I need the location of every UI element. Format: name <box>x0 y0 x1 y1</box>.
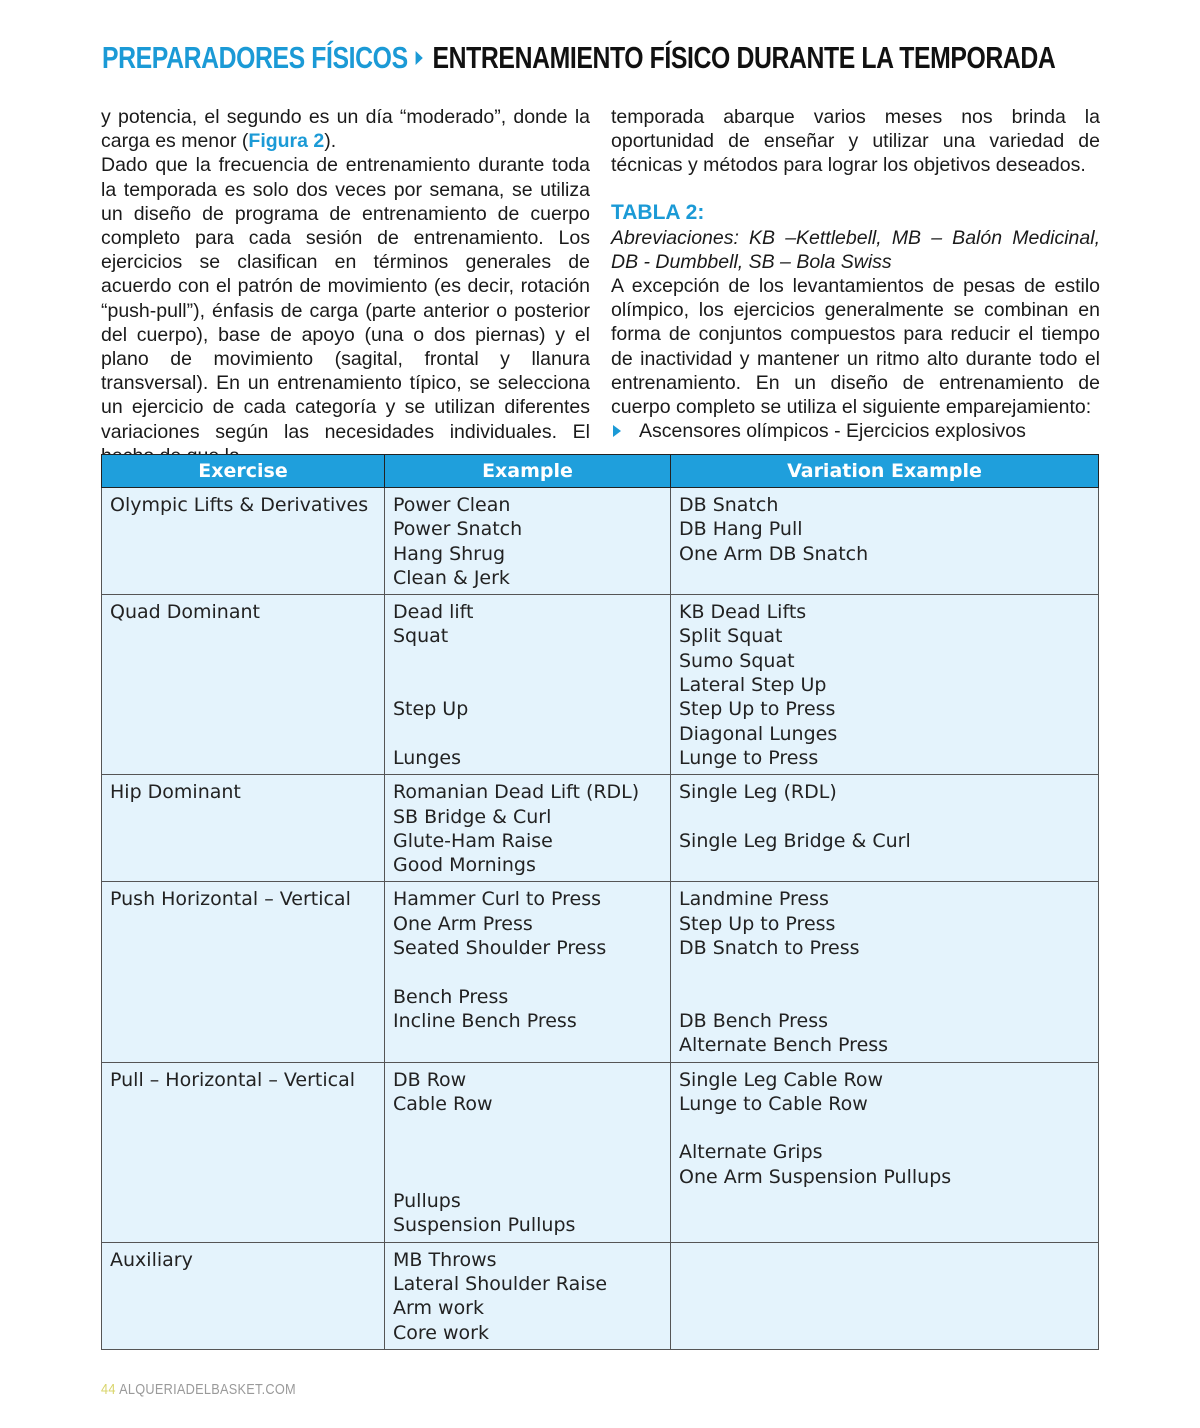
paragraph-4: A excepción de los levantamientos de pesas de estilo olímpico, los ejercicios generalmente se combinan en forma de conjuntos compuestos para reducir el tiempo de inactividad y mantener un ritmo alto durante todo el entrenamiento. En un diseño de entrenamiento de cuerpo completo se utiliza el siguiente emparejamiento: <box>611 275 1100 419</box>
variation-line <box>679 960 1090 984</box>
exercise-table <box>101 454 1099 1350</box>
variation-cell <box>671 488 1099 595</box>
right-column <box>611 105 1100 443</box>
variation-line: KB Dead Lifts <box>679 601 807 624</box>
paragraph-text: y potencia, el segundo es un día “moderado”, donde la carga es menor ( <box>101 106 590 153</box>
paragraph-2: Dado que la frecuencia de entrenamiento durante toda la temporada es solo dos veces por semana, se utiliza un diseño de programa de entrenamiento de cuerpo completo para cada sesión de entrenamiento. Los ejercicios se clasifican en términos generales de acuerdo con el patrón de movimiento (es decir, rotación “push-pull”), énfasis de carga (parte anterior o posterior del cuerpo), base de apoyo (una o dos piernas) y el plano de movimiento (sagital, frontal y llanura transversal). En un entrenamiento típico, se selecciona un ejercicio de cada categoría y se utilizan diferentes variaciones según las necesidades individuales. El <box>101 154 590 443</box>
variation-line: Single Leg Bridge & Curl <box>679 829 911 852</box>
variation-line: Lunge to Cable Row <box>679 1092 868 1115</box>
table-row <box>102 882 1099 1062</box>
page-header <box>102 40 1056 76</box>
variation-cell <box>671 882 1099 1062</box>
example-line: Hang Shrug <box>393 542 506 565</box>
example-cell <box>385 1242 671 1349</box>
example-line: Incline Bench Press <box>393 1009 577 1032</box>
example-line <box>393 1140 662 1164</box>
example-line: Arm work <box>393 1297 485 1320</box>
example-line: Cable Row <box>393 1092 493 1115</box>
exercise-cell <box>102 775 385 882</box>
example-line: Power Snatch <box>393 518 523 541</box>
table-row <box>102 595 1099 775</box>
example-cell <box>385 775 671 882</box>
example-line <box>393 673 662 697</box>
variation-line: DB Snatch to Press <box>679 937 860 960</box>
exercise-name: Hip Dominant <box>110 781 241 804</box>
variation-line: One Arm DB Snatch <box>679 542 869 565</box>
variation-line: Landmine Press <box>679 888 829 911</box>
example-line: Lunges <box>393 746 461 769</box>
paragraph-3: temporada abarque varios meses nos brinda la oportunidad de enseñar y utilizar una variedad de técnicas y métodos para lograr los objetivos deseados. <box>611 106 1100 177</box>
exercise-cell <box>102 1242 385 1349</box>
bullet-item <box>611 419 1100 443</box>
example-line: DB Row <box>393 1068 467 1091</box>
example-cell <box>385 595 671 775</box>
bullet-text: Ascensores olímpicos - Ejercicios explosivos <box>639 420 1026 443</box>
paragraph-1 <box>101 105 590 153</box>
table-title: TABLA 2: <box>611 200 705 224</box>
variation-line: Sumo Squat <box>679 649 795 672</box>
caret-right-icon <box>416 51 423 65</box>
exercise-name: Pull – Horizontal – Vertical <box>110 1068 356 1091</box>
example-line <box>393 722 662 746</box>
exercise-name: Auxiliary <box>110 1248 193 1271</box>
abbreviations: Abreviaciones: KB –Kettlebell, MB – Balón Medicinal, DB - Dumbbell, SB – Bola Swiss <box>611 226 1100 273</box>
variation-line: Alternate Bench Press <box>679 1034 889 1057</box>
variation-line: Lateral Step Up <box>679 674 827 697</box>
table-header-row <box>102 455 1099 488</box>
example-line: Pullups <box>393 1190 461 1213</box>
header-example: Example <box>385 455 671 488</box>
example-line <box>393 1165 662 1189</box>
example-line: Power Clean <box>393 494 511 516</box>
variation-line <box>679 805 1090 829</box>
page-number: 44 <box>101 1381 116 1398</box>
exercise-cell <box>102 1062 385 1242</box>
exercise-name: Quad Dominant <box>110 601 260 624</box>
example-line: Suspension Pullups <box>393 1214 576 1237</box>
variation-line: Diagonal Lunges <box>679 722 838 745</box>
variation-line: Single Leg (RDL) <box>679 781 837 804</box>
variation-line: Alternate Grips <box>679 1141 823 1164</box>
variation-line <box>679 1116 1090 1140</box>
table-row <box>102 1062 1099 1242</box>
example-cell <box>385 882 671 1062</box>
header-variation: Variation Example <box>671 455 1099 488</box>
page-footer <box>101 1381 296 1398</box>
bullet-triangle-icon <box>613 425 621 437</box>
variation-line <box>679 985 1090 1009</box>
variation-line: Split Squat <box>679 625 783 648</box>
example-line <box>393 1116 662 1140</box>
exercise-name: Olympic Lifts & Derivatives <box>110 494 369 516</box>
variation-line: DB Bench Press <box>679 1009 829 1032</box>
example-line: Hammer Curl to Press <box>393 888 602 911</box>
example-line: One Arm Press <box>393 912 533 935</box>
header-exercise: Exercise <box>102 455 385 488</box>
example-line: Core work <box>393 1321 489 1344</box>
variation-line: DB Snatch <box>679 494 779 516</box>
variation-cell <box>671 1242 1099 1349</box>
example-line: Step Up <box>393 698 469 721</box>
example-line: Clean & Jerk <box>393 566 510 589</box>
paragraph-text: ). <box>324 130 337 153</box>
site-name: ALQUERIADELBASKET.COM <box>119 1381 296 1398</box>
example-cell <box>385 1062 671 1242</box>
exercise-cell <box>102 488 385 595</box>
variation-line: Lunge to Press <box>679 746 819 769</box>
variation-cell <box>671 1062 1099 1242</box>
exercise-cell <box>102 882 385 1062</box>
variation-cell <box>671 775 1099 882</box>
example-line <box>393 649 662 673</box>
example-line: Good Mornings <box>393 854 536 877</box>
variation-line: Single Leg Cable Row <box>679 1068 883 1091</box>
exercise-name: Push Horizontal – Vertical <box>110 888 351 911</box>
table-row <box>102 488 1099 595</box>
variation-line: One Arm Suspension Pullups <box>679 1165 952 1188</box>
example-line: SB Bridge & Curl <box>393 805 552 828</box>
variation-line: Step Up to Press <box>679 698 836 721</box>
variation-line: DB Hang Pull <box>679 518 803 541</box>
example-line: Seated Shoulder Press <box>393 937 607 960</box>
example-cell <box>385 488 671 595</box>
example-line: Squat <box>393 625 449 648</box>
example-line: Glute-Ham Raise <box>393 829 553 852</box>
section-title: PREPARADORES FÍSICOS <box>102 40 408 75</box>
example-line: Romanian Dead Lift (RDL) <box>393 781 640 804</box>
exercise-cell <box>102 595 385 775</box>
variation-cell <box>671 595 1099 775</box>
page-title: ENTRENAMIENTO FÍSICO DURANTE LA TEMPORADA <box>432 40 1056 75</box>
example-line <box>393 960 662 984</box>
example-line: Lateral Shoulder Raise <box>393 1272 608 1295</box>
example-line: Bench Press <box>393 985 509 1008</box>
variation-line: Step Up to Press <box>679 912 836 935</box>
left-column <box>101 105 590 468</box>
table-row <box>102 1242 1099 1349</box>
example-line: MB Throws <box>393 1248 497 1271</box>
figure-link[interactable]: Figura 2 <box>248 130 325 153</box>
example-line: Dead lift <box>393 601 474 624</box>
table-row <box>102 775 1099 882</box>
